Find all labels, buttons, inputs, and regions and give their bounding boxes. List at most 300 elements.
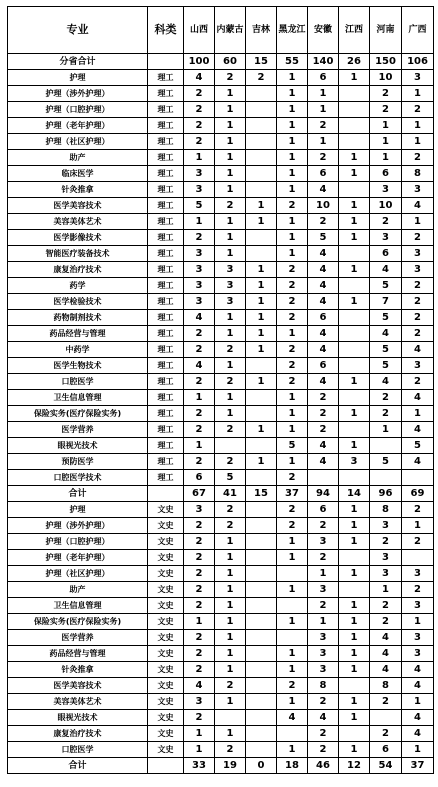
major-cell: 医学生物技术 [8,358,148,374]
major-cell: 针灸推拿 [8,182,148,198]
quota-cell: 1 [246,342,277,358]
quota-cell: 2 [215,678,246,694]
quota-cell: 1 [184,390,215,406]
quota-cell: 4 [184,678,215,694]
quota-cell: 2 [402,310,434,326]
table-row [8,182,434,198]
category-cell: 理工 [148,214,184,230]
quota-cell: 4 [402,662,434,678]
quota-cell: 1 [277,118,308,134]
quota-cell: 1 [370,150,402,166]
quota-cell: 4 [308,294,339,310]
total-row [8,54,434,70]
quota-cell: 2 [308,150,339,166]
table-row [8,614,434,630]
quota-cell: 1 [215,118,246,134]
quota-cell: 1 [215,358,246,374]
quota-cell: 18 [277,758,308,774]
quota-cell: 1 [277,422,308,438]
quota-cell: 4 [308,342,339,358]
quota-cell: 1 [370,582,402,598]
quota-cell: 2 [370,86,402,102]
quota-cell: 1 [277,534,308,550]
quota-cell [246,406,277,422]
quota-cell: 6 [370,166,402,182]
quota-cell: 2 [184,582,215,598]
category-cell: 理工 [148,310,184,326]
quota-cell: 3 [184,294,215,310]
quota-cell: 1 [215,134,246,150]
category-cell: 文史 [148,582,184,598]
quota-cell: 3 [184,166,215,182]
quota-cell: 4 [370,326,402,342]
header-province: 河南 [370,7,402,54]
quota-cell: 6 [184,470,215,486]
quota-cell: 1 [277,70,308,86]
quota-cell: 2 [215,518,246,534]
quota-cell: 2 [308,742,339,758]
quota-cell: 2 [277,294,308,310]
quota-cell: 1 [402,118,434,134]
major-cell: 护理（老年护理） [8,550,148,566]
quota-cell: 1 [370,134,402,150]
table-row [8,470,434,486]
quota-cell: 5 [370,310,402,326]
quota-cell: 5 [215,470,246,486]
header-row [8,7,434,54]
quota-cell: 3 [308,630,339,646]
category-cell: 理工 [148,198,184,214]
table-row [8,166,434,182]
quota-cell [246,518,277,534]
quota-cell: 1 [215,630,246,646]
quota-cell [277,726,308,742]
quota-cell: 1 [184,726,215,742]
quota-cell: 4 [402,198,434,214]
quota-cell: 2 [277,358,308,374]
quota-cell [246,534,277,550]
quota-cell: 1 [339,374,370,390]
quota-cell [246,742,277,758]
quota-cell: 2 [402,102,434,118]
category-cell: 理工 [148,406,184,422]
quota-cell: 3 [402,246,434,262]
quota-cell: 3 [402,566,434,582]
table-row [8,662,434,678]
quota-cell: 6 [308,166,339,182]
category-cell: 文史 [148,694,184,710]
quota-cell: 3 [402,598,434,614]
quota-cell: 2 [370,726,402,742]
quota-cell: 6 [308,502,339,518]
quota-cell: 2 [184,118,215,134]
major-cell: 分省合计 [8,54,148,70]
table-row [8,742,434,758]
quota-cell: 1 [308,102,339,118]
quota-cell: 3 [184,694,215,710]
major-cell: 助产 [8,582,148,598]
quota-cell: 2 [277,678,308,694]
table-row [8,294,434,310]
table-row [8,422,434,438]
quota-cell: 10 [308,198,339,214]
category-cell: 理工 [148,262,184,278]
header-province: 安徽 [308,7,339,54]
table-row [8,566,434,582]
quota-cell: 2 [184,422,215,438]
quota-cell: 6 [370,246,402,262]
category-cell: 文史 [148,502,184,518]
quota-cell: 3 [402,646,434,662]
quota-cell: 4 [308,326,339,342]
quota-cell: 5 [370,454,402,470]
quota-cell: 2 [184,598,215,614]
category-cell: 理工 [148,374,184,390]
table-row [8,406,434,422]
major-cell: 合计 [8,758,148,774]
major-cell: 医学美容技术 [8,198,148,214]
total-row [8,758,434,774]
quota-cell: 4 [308,454,339,470]
quota-cell: 2 [370,694,402,710]
quota-cell: 2 [370,390,402,406]
quota-cell: 1 [246,422,277,438]
quota-cell: 1 [402,518,434,534]
quota-cell: 2 [308,390,339,406]
quota-cell: 15 [246,54,277,70]
quota-cell [370,710,402,726]
table-row [8,694,434,710]
quota-cell [215,438,246,454]
major-cell: 助产 [8,150,148,166]
major-cell: 保险实务(医疗保险实务) [8,614,148,630]
quota-cell: 1 [184,742,215,758]
quota-cell: 1 [215,390,246,406]
quota-cell: 1 [402,134,434,150]
table-row [8,710,434,726]
quota-cell: 2 [308,694,339,710]
major-cell: 药学 [8,278,148,294]
quota-cell: 5 [277,438,308,454]
major-cell: 护理（涉外护理） [8,518,148,534]
quota-cell: 1 [339,502,370,518]
table-row [8,310,434,326]
category-cell: 文史 [148,646,184,662]
quota-cell: 1 [277,742,308,758]
quota-cell [246,726,277,742]
quota-cell: 2 [184,630,215,646]
header-province: 山西 [184,7,215,54]
major-cell: 医学检验技术 [8,294,148,310]
category-cell: 文史 [148,614,184,630]
quota-cell: 2 [184,102,215,118]
quota-cell: 3 [184,262,215,278]
quota-cell: 4 [402,422,434,438]
quota-cell: 1 [215,582,246,598]
quota-cell: 1 [277,166,308,182]
header-province: 吉林 [246,7,277,54]
quota-cell [277,598,308,614]
table-row [8,678,434,694]
quota-cell: 1 [339,646,370,662]
table-row [8,598,434,614]
quota-cell [246,598,277,614]
quota-cell: 6 [370,742,402,758]
quota-cell: 5 [184,198,215,214]
quota-cell: 37 [402,758,434,774]
quota-cell: 2 [277,502,308,518]
category-cell: 理工 [148,150,184,166]
quota-cell: 2 [184,406,215,422]
quota-cell [246,182,277,198]
major-cell: 药品经营与管理 [8,646,148,662]
quota-cell: 1 [246,374,277,390]
category-cell: 理工 [148,294,184,310]
quota-cell [339,246,370,262]
quota-cell: 2 [308,214,339,230]
category-cell: 文史 [148,742,184,758]
quota-cell: 2 [184,710,215,726]
quota-cell: 5 [370,278,402,294]
category-cell: 文史 [148,662,184,678]
quota-cell [246,550,277,566]
quota-cell: 1 [246,198,277,214]
quota-cell: 3 [184,182,215,198]
quota-cell: 1 [215,214,246,230]
quota-cell: 4 [402,710,434,726]
quota-cell: 4 [308,278,339,294]
quota-cell: 1 [215,534,246,550]
quota-cell: 2 [402,534,434,550]
category-cell: 理工 [148,358,184,374]
quota-cell: 1 [308,86,339,102]
table-row [8,150,434,166]
quota-cell [308,470,339,486]
quota-cell: 4 [308,710,339,726]
quota-cell [246,166,277,182]
quota-cell: 4 [402,678,434,694]
quota-cell: 1 [339,566,370,582]
quota-cell: 1 [215,326,246,342]
quota-cell: 10 [370,70,402,86]
major-cell: 智能医疗装备技术 [8,246,148,262]
quota-cell: 1 [339,198,370,214]
quota-cell: 4 [184,358,215,374]
quota-cell [339,550,370,566]
major-cell: 护理 [8,70,148,86]
quota-cell [339,326,370,342]
quota-cell: 1 [308,614,339,630]
quota-cell: 2 [277,198,308,214]
table-row [8,230,434,246]
category-cell: 文史 [148,678,184,694]
quota-cell [339,678,370,694]
quota-cell: 140 [308,54,339,70]
quota-cell [402,470,434,486]
quota-cell: 1 [246,294,277,310]
quota-cell: 2 [308,726,339,742]
quota-cell: 1 [277,246,308,262]
quota-cell: 8 [370,678,402,694]
quota-cell: 1 [277,694,308,710]
table-row [8,214,434,230]
quota-cell: 3 [402,262,434,278]
quota-cell: 2 [184,342,215,358]
table-row [8,438,434,454]
table-row [8,198,434,214]
quota-cell: 5 [370,342,402,358]
major-cell: 针灸推拿 [8,662,148,678]
quota-cell: 1 [339,230,370,246]
quota-cell: 94 [308,486,339,502]
quota-cell: 100 [184,54,215,70]
quota-cell: 2 [184,374,215,390]
quota-cell: 8 [370,502,402,518]
quota-cell: 2 [402,374,434,390]
major-cell: 药物制剂技术 [8,310,148,326]
quota-cell [339,278,370,294]
quota-cell: 4 [184,310,215,326]
quota-cell: 2 [277,310,308,326]
table-row [8,630,434,646]
quota-cell: 1 [402,742,434,758]
quota-cell: 3 [402,358,434,374]
table-body [8,54,434,774]
major-cell: 预防医学 [8,454,148,470]
major-cell: 口腔医学技术 [8,470,148,486]
quota-cell [246,246,277,262]
category-cell: 理工 [148,166,184,182]
quota-cell: 2 [308,422,339,438]
quota-cell: 4 [184,70,215,86]
quota-cell: 1 [277,614,308,630]
major-cell: 保险实务(医疗保险实务) [8,406,148,422]
table-row [8,134,434,150]
quota-cell: 19 [215,758,246,774]
quota-cell: 2 [370,598,402,614]
quota-cell: 2 [215,70,246,86]
quota-cell: 5 [308,230,339,246]
header-province: 江西 [339,7,370,54]
quota-cell: 2 [184,662,215,678]
quota-cell: 4 [277,710,308,726]
quota-cell: 1 [277,454,308,470]
major-cell: 医学美容技术 [8,678,148,694]
table-row [8,70,434,86]
quota-cell [339,182,370,198]
header-major: 专业 [8,7,148,54]
header-province: 广西 [402,7,434,54]
quota-cell: 2 [277,262,308,278]
quota-cell: 3 [184,246,215,262]
quota-cell: 2 [184,550,215,566]
quota-cell: 15 [246,486,277,502]
quota-cell: 1 [370,118,402,134]
quota-cell [339,310,370,326]
quota-cell: 3 [308,662,339,678]
major-cell: 医学营养 [8,422,148,438]
quota-cell: 2 [402,278,434,294]
table-row [8,86,434,102]
quota-cell: 3 [370,230,402,246]
table-row [8,646,434,662]
quota-cell: 2 [215,742,246,758]
quota-cell: 10 [370,198,402,214]
quota-cell: 4 [370,646,402,662]
quota-cell: 2 [215,198,246,214]
quota-cell: 2 [184,646,215,662]
quota-cell: 1 [402,406,434,422]
major-cell: 合计 [8,486,148,502]
major-cell: 护理（涉外护理） [8,86,148,102]
major-cell: 护理（社区护理） [8,134,148,150]
table-row [8,118,434,134]
quota-cell [339,422,370,438]
quota-cell: 1 [339,518,370,534]
quota-cell: 1 [277,134,308,150]
quota-cell [246,694,277,710]
category-cell: 文史 [148,710,184,726]
quota-cell: 1 [339,614,370,630]
quota-cell [246,614,277,630]
quota-cell [277,630,308,646]
major-cell: 中药学 [8,342,148,358]
category-cell: 理工 [148,326,184,342]
table-row [8,246,434,262]
major-cell: 护理（老年护理） [8,118,148,134]
quota-cell: 2 [277,278,308,294]
quota-cell: 1 [184,214,215,230]
category-cell: 理工 [148,278,184,294]
category-cell: 理工 [148,70,184,86]
quota-cell: 2 [277,374,308,390]
table-row [8,262,434,278]
quota-cell: 4 [370,630,402,646]
category-cell: 理工 [148,422,184,438]
quota-cell [246,118,277,134]
quota-cell: 4 [308,246,339,262]
quota-table-container [7,6,434,774]
major-cell: 康复治疗技术 [8,726,148,742]
quota-cell: 4 [308,182,339,198]
quota-cell [339,726,370,742]
quota-cell: 54 [370,758,402,774]
quota-cell: 4 [370,662,402,678]
quota-cell: 1 [339,534,370,550]
quota-cell: 3 [308,582,339,598]
quota-cell: 2 [308,550,339,566]
quota-cell: 12 [339,758,370,774]
quota-cell: 55 [277,54,308,70]
quota-cell [215,710,246,726]
quota-cell: 1 [402,214,434,230]
quota-cell [246,566,277,582]
category-cell: 理工 [148,454,184,470]
table-row [8,454,434,470]
quota-cell: 5 [370,358,402,374]
quota-cell: 1 [246,214,277,230]
table-row [8,102,434,118]
quota-cell: 3 [370,566,402,582]
quota-cell: 4 [402,454,434,470]
quota-cell [246,150,277,166]
quota-cell: 1 [277,86,308,102]
quota-cell [246,470,277,486]
quota-cell: 1 [308,134,339,150]
quota-cell: 3 [308,534,339,550]
quota-cell: 2 [184,86,215,102]
quota-cell: 3 [184,502,215,518]
